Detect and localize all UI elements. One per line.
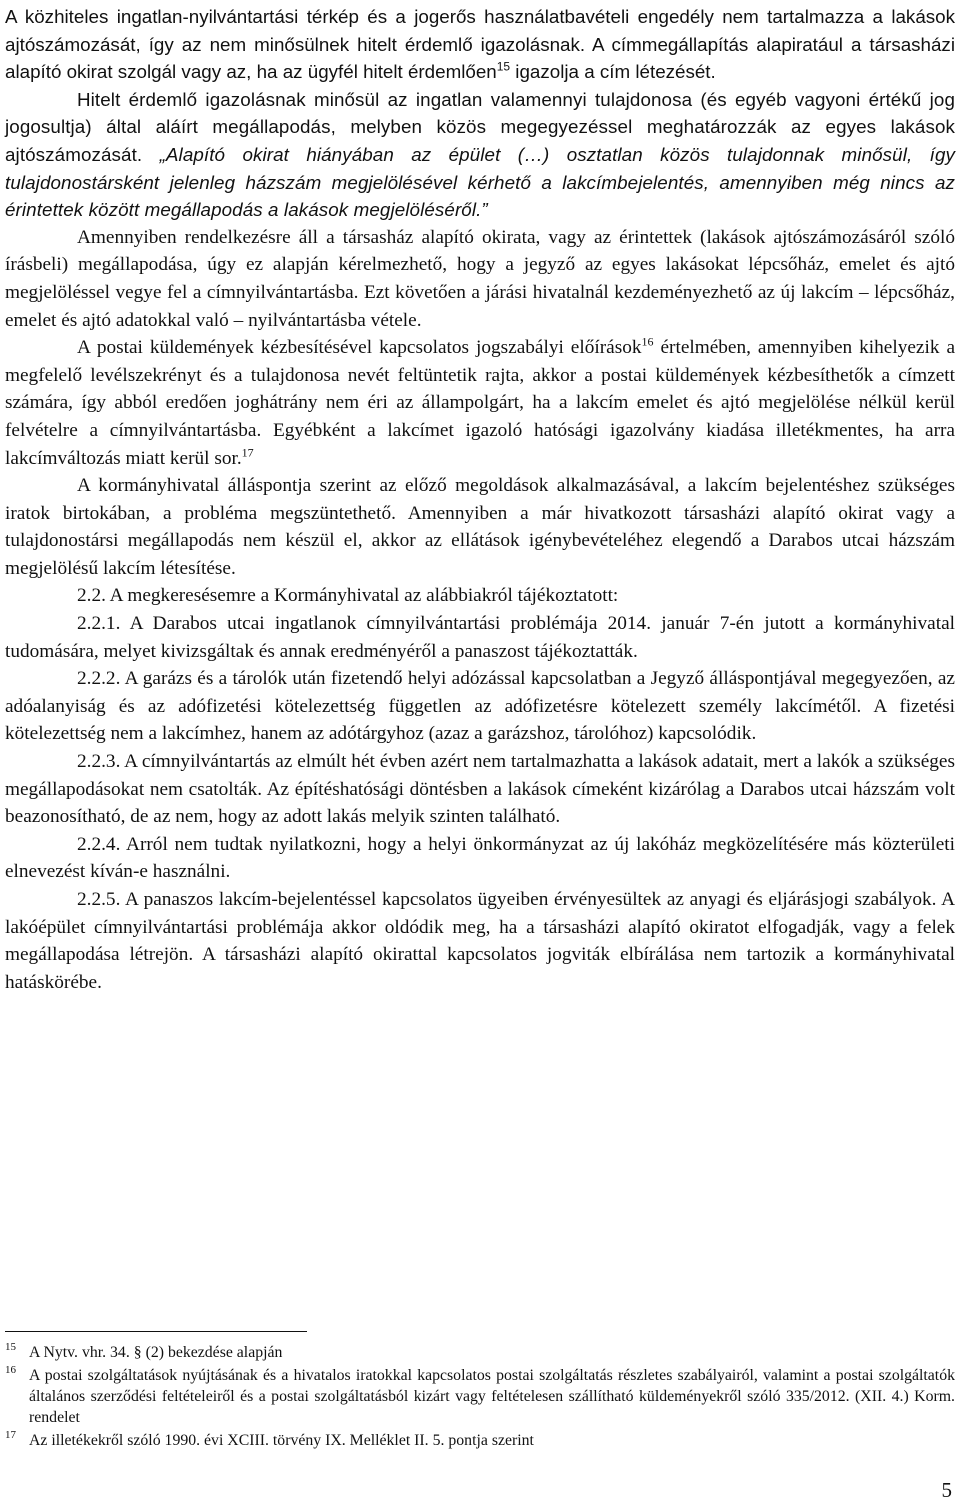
footnote (5, 1430, 955, 1451)
paragraph (5, 334, 955, 472)
footnote-number: 15 (5, 1341, 16, 1353)
page-number: 5 (941, 1478, 952, 1502)
footnote (5, 1342, 955, 1363)
footnote-ref[interactable]: 15 (496, 59, 511, 74)
document-body (5, 3, 955, 996)
paragraph (5, 3, 955, 86)
footnote-ref[interactable]: 17 (241, 445, 254, 460)
quoted-text: „Alapító okirat hiányában az épület (…) osztatlan közös tulajdonnak minősül, így tulajdonostársként jelenleg házszám megjelölésével kérhető a lakcímbejelentés, amennyiben még nincs az érintettek között megállapodás a lakások megjelöléséről.” (5, 143, 955, 221)
footnote-number: 16 (5, 1364, 16, 1376)
footnote-separator (5, 1331, 307, 1332)
paragraph-text: értelmében, amennyiben kihelyezik a megfelelő levélszekrényt és a tulajdonosa nevét feltüntetik rajta, akkor a postai küldemények kézbesíthetők a címzett számára, így abból eredően joghátrány nem éri az állampolgárt, ha a lakcím emelet és ajtó megjelölése nélkül kerül felvételre a címnyilvántartásba. Egyébként a lakcímet igazoló hatósági igazolvány kiadása illetékmentes, ha arra lakcímváltozás miatt kerül sor. (5, 337, 955, 469)
footnote-text: Az illetékekről szóló 1990. évi XCIII. törvény IX. Melléklet II. 5. pontja szerint (29, 1432, 534, 1449)
footnote-ref[interactable]: 16 (641, 334, 654, 349)
footnote-text: A Nytv. vhr. 34. § (2) bekezdése alapján (29, 1344, 283, 1361)
paragraph-text: A postai küldemények kézbesítésével kapcsolatos jogszabályi előírások (77, 337, 642, 359)
footnote (5, 1365, 955, 1428)
paragraph: 2.2.4. Arról nem tudtak nyilatkozni, hogy a helyi önkormányzat az új lakóház megközelítésére más közterületi elnevezést kíván-e használni. (5, 833, 955, 883)
paragraph: Amennyiben rendelkezésre áll a társasház alapító okirata, vagy az érintettek (lakások ajtószámozásáról szóló írásbeli) megállapodása, úgy ez alapján kérelmezhető, hogy a jegyző az egyes lakásokat lépcsőház, emelet és ajtó megjelöléssel vegye fel a címnyilvántartásba. Ezt követően a járási hivatalnál kezdeményezhető az új lakcím – lépcsőház, emelet és ajtó adatokkal való – nyilvántartásba vétele. (5, 226, 955, 331)
paragraph: 2.2.2. A garázs és a tárolók után fizetendő helyi adózással kapcsolatban a Jegyző álláspontjával megegyezően, az adóalanyiság és az adófizetési kötelezettség független az adófizetésre kötelezett személy lakcímétől. A fizetési kötelezettség nem a lakcímhez, hanem az adótárgyhoz (azaz a garázshoz, tárolóhoz) kapcsolódik. (5, 668, 955, 745)
paragraph-text: igazolja a cím létezését. (510, 61, 716, 83)
paragraph (5, 86, 955, 224)
paragraph-text: Hitelt érdemlő igazolásnak minősül az ingatlan valamennyi tulajdonosa (és egyéb vagyoni értékű jog jogosultja) által aláírt megállapodás, melyben közös megegyezéssel meghatározzák az egyes lakások ajtószámozását. (5, 88, 955, 165)
section-heading: 2.2. A megkeresésemre a Kormányhivatal az alábbiakról tájékoztatott: (77, 585, 619, 607)
paragraph: 2.2.3. A címnyilvántartás az elmúlt hét évben azért nem tartalmazhatta a lakások adatait, mert a lakók a szükséges megállapodásokat nem csatolták. Az építéshatósági döntésben a lakások címeként kizárólag a Darabos utcai házszám volt beazonosítható, de az nem, hogy az adott lakás melyik szinten található. (5, 751, 955, 828)
footnote-number: 17 (5, 1429, 16, 1441)
paragraph: 2.2.5. A panaszos lakcím-bejelentéssel kapcsolatos ügyeiben érvényesültek az anyagi és eljárásjogi szabályok. A lakóépület címnyilvántartási problémája akkor oldódik meg, ha a társasházi alapító okiratot elfogadják, vagy a felek megállapodása létrejön. A társasházi alapító okirattal kapcsolatos jogviták elbírálása nem tartozik a kormányhivatal hatáskörébe. (5, 889, 955, 993)
footnote-text: A postai szolgáltatások nyújtásának és a hivatalos iratokkal kapcsolatos postai szolgáltatás részletes szabályairól, valamint a postai szolgáltatók általános szerződési feltételeiről és a postai szolgáltatásból kizárt vagy feltételesen szállítható küldeményekről szóló 335/2012. (XII. 4.) Korm. rendelet (29, 1367, 955, 1426)
footnotes (5, 1342, 955, 1453)
paragraph-text: A közhiteles ingatlan-nyilvántartási térkép és a jogerős használatbavételi engedély nem tartalmazza a lakások ajtószámozását, így az nem minősülnek hitelt érdemlő igazolásnak. A címmegállapítás alapiratául a társasházi alapító okirat szolgál vagy az, ha az ügyfél hitelt érdemlően (5, 6, 955, 83)
paragraph: A kormányhivatal álláspontja szerint az előző megoldások alkalmazásával, a lakcím bejelentéshez szükséges iratok birtokában, a probléma megszüntethető. Amennyiben a már hivatkozott társasházi alapító okirat vagy a tulajdonostársi megállapodás nem készül el, akkor az ellátások igénybevételéhez elegendő a Darabos utcai házszám megjelölésű lakcím létesítése. (5, 475, 955, 579)
paragraph: 2.2.1. A Darabos utcai ingatlanok címnyilvántartási problémája 2014. január 7-én jutott a kormányhivatal tudomására, melyet kivizsgáltak és annak eredményéről a panaszost tájékoztatták. (5, 613, 955, 662)
